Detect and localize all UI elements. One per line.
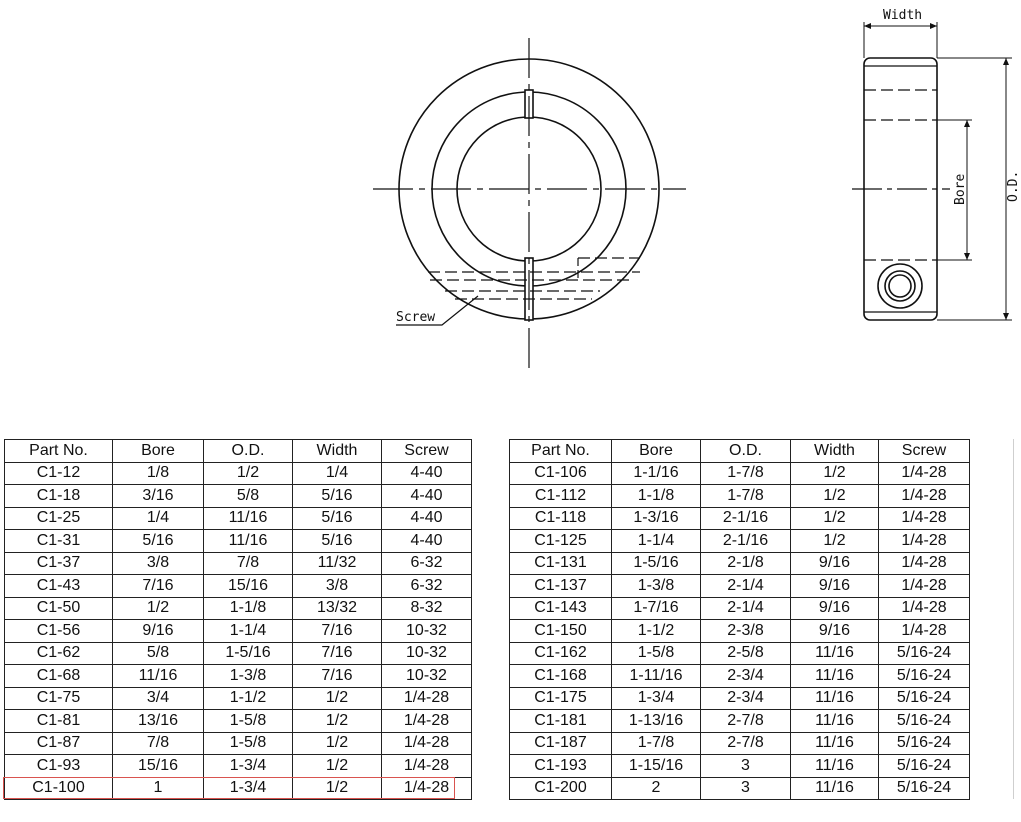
cell-od: 1-3/4 xyxy=(204,777,293,800)
table-row xyxy=(510,597,970,620)
cell-screw: 1/4-28 xyxy=(382,687,472,710)
cell-od: 2-1/4 xyxy=(701,597,791,620)
header-od: O.D. xyxy=(204,440,293,463)
cell-bore: 1-7/16 xyxy=(612,597,701,620)
cell-width: 7/16 xyxy=(293,642,382,665)
cell-od: 3 xyxy=(701,755,791,778)
table-row xyxy=(510,530,970,553)
header-screw: Screw xyxy=(879,440,970,463)
cell-screw: 1/4-28 xyxy=(879,575,970,598)
cell-od: 2-1/8 xyxy=(701,552,791,575)
cell-bore: 1-13/16 xyxy=(612,710,701,733)
cell-bore: 5/16 xyxy=(113,530,204,553)
table-row xyxy=(510,462,970,485)
cell-od: 11/16 xyxy=(204,530,293,553)
cell-bore: 2 xyxy=(612,777,701,800)
cell-part-no: C1-162 xyxy=(510,642,612,665)
cell-screw: 1/4-28 xyxy=(382,755,472,778)
cell-od: 2-7/8 xyxy=(701,732,791,755)
cell-od: 1-1/4 xyxy=(204,620,293,643)
cell-part-no: C1-137 xyxy=(510,575,612,598)
cell-part-no: C1-87 xyxy=(5,732,113,755)
cell-part-no: C1-118 xyxy=(510,507,612,530)
table-row xyxy=(510,575,970,598)
cell-part-no: C1-81 xyxy=(5,710,113,733)
cell-od: 1-3/8 xyxy=(204,665,293,688)
cell-screw: 1/4-28 xyxy=(382,732,472,755)
cell-width: 11/16 xyxy=(791,732,879,755)
parts-table-right xyxy=(509,439,970,800)
cell-width: 5/16 xyxy=(293,507,382,530)
cell-bore: 1-7/8 xyxy=(612,732,701,755)
header-screw: Screw xyxy=(382,440,472,463)
od-arrow-top xyxy=(1003,58,1009,65)
cell-width: 1/2 xyxy=(791,530,879,553)
cell-screw: 5/16-24 xyxy=(879,777,970,800)
table-row xyxy=(510,507,970,530)
header-part-no: Part No. xyxy=(5,440,113,463)
bore-label: Bore xyxy=(953,173,968,205)
table-row xyxy=(510,687,970,710)
cell-screw: 1/4-28 xyxy=(879,462,970,485)
table-row xyxy=(5,620,472,643)
cell-bore: 1 xyxy=(113,777,204,800)
cell-screw: 5/16-24 xyxy=(879,642,970,665)
cell-od: 5/8 xyxy=(204,485,293,508)
od-label: O.D. xyxy=(1006,170,1021,202)
table-header-row xyxy=(5,440,472,463)
cell-screw: 10-32 xyxy=(382,620,472,643)
cell-width: 11/16 xyxy=(791,710,879,733)
width-arrow-left xyxy=(864,23,871,29)
cell-screw: 8-32 xyxy=(382,597,472,620)
header-bore: Bore xyxy=(612,440,701,463)
cell-bore: 11/16 xyxy=(113,665,204,688)
cell-bore: 3/4 xyxy=(113,687,204,710)
cell-bore: 1-5/16 xyxy=(612,552,701,575)
cell-od: 1-5/8 xyxy=(204,710,293,733)
cell-od: 1-1/8 xyxy=(204,597,293,620)
cell-width: 1/4 xyxy=(293,462,382,485)
cell-bore: 9/16 xyxy=(113,620,204,643)
highlighted-row-outline xyxy=(3,777,455,799)
cell-width: 11/16 xyxy=(791,777,879,800)
cell-part-no: C1-143 xyxy=(510,597,612,620)
table-row xyxy=(5,755,472,778)
cell-bore: 1-11/16 xyxy=(612,665,701,688)
cell-bore: 3/16 xyxy=(113,485,204,508)
table-row xyxy=(5,687,472,710)
table-row xyxy=(5,485,472,508)
cell-od: 1-7/8 xyxy=(701,462,791,485)
cell-od: 2-1/4 xyxy=(701,575,791,598)
table-row xyxy=(510,755,970,778)
width-arrow-right xyxy=(930,23,937,29)
screw-label: Screw xyxy=(396,310,436,325)
cell-width: 11/16 xyxy=(791,755,879,778)
table-row xyxy=(510,710,970,733)
header-part-no: Part No. xyxy=(510,440,612,463)
cell-width: 7/16 xyxy=(293,665,382,688)
table-row xyxy=(5,732,472,755)
cell-width: 5/16 xyxy=(293,530,382,553)
cell-od: 2-1/16 xyxy=(701,530,791,553)
cell-part-no: C1-131 xyxy=(510,552,612,575)
cell-part-no: C1-56 xyxy=(5,620,113,643)
cell-od: 11/16 xyxy=(204,507,293,530)
cell-screw: 1/4-28 xyxy=(879,485,970,508)
partial-table-edge xyxy=(1013,439,1014,799)
cell-bore: 1-1/8 xyxy=(612,485,701,508)
cell-part-no: C1-112 xyxy=(510,485,612,508)
cell-width: 5/16 xyxy=(293,485,382,508)
header-width: Width xyxy=(791,440,879,463)
cell-width: 1/2 xyxy=(293,732,382,755)
cell-bore: 15/16 xyxy=(113,755,204,778)
cell-bore: 7/8 xyxy=(113,732,204,755)
cell-width: 1/2 xyxy=(791,485,879,508)
cell-part-no: C1-50 xyxy=(5,597,113,620)
cell-od: 1-5/16 xyxy=(204,642,293,665)
cell-od: 2-3/4 xyxy=(701,687,791,710)
cell-bore: 1-5/8 xyxy=(612,642,701,665)
cell-width: 13/32 xyxy=(293,597,382,620)
cell-screw: 1/4-28 xyxy=(879,552,970,575)
cell-od: 3 xyxy=(701,777,791,800)
cell-width: 1/2 xyxy=(791,462,879,485)
cell-od: 1-7/8 xyxy=(701,485,791,508)
side-view xyxy=(852,8,1021,320)
table-row xyxy=(510,732,970,755)
cell-part-no: C1-200 xyxy=(510,777,612,800)
cell-screw: 5/16-24 xyxy=(879,665,970,688)
cell-bore: 1-3/4 xyxy=(612,687,701,710)
cell-width: 11/16 xyxy=(791,687,879,710)
table-row xyxy=(5,597,472,620)
cell-od: 1-3/4 xyxy=(204,755,293,778)
cell-part-no: C1-37 xyxy=(5,552,113,575)
cell-od: 2-5/8 xyxy=(701,642,791,665)
cell-bore: 1-1/16 xyxy=(612,462,701,485)
cell-width: 9/16 xyxy=(791,597,879,620)
cell-part-no: C1-168 xyxy=(510,665,612,688)
cell-bore: 1-3/16 xyxy=(612,507,701,530)
cell-part-no: C1-12 xyxy=(5,462,113,485)
cell-bore: 1-1/2 xyxy=(612,620,701,643)
cell-od: 2-3/4 xyxy=(701,665,791,688)
table-row xyxy=(510,777,970,800)
cell-part-no: C1-193 xyxy=(510,755,612,778)
cell-part-no: C1-125 xyxy=(510,530,612,553)
table-row xyxy=(510,642,970,665)
header-od: O.D. xyxy=(701,440,791,463)
header-bore: Bore xyxy=(113,440,204,463)
table-row xyxy=(5,462,472,485)
cell-width: 11/16 xyxy=(791,665,879,688)
cell-bore: 1/8 xyxy=(113,462,204,485)
table-row xyxy=(510,665,970,688)
table-header-row xyxy=(510,440,970,463)
cell-screw: 1/4-28 xyxy=(879,507,970,530)
cell-od: 2-1/16 xyxy=(701,507,791,530)
cell-bore: 1-1/4 xyxy=(612,530,701,553)
cell-screw: 4-40 xyxy=(382,530,472,553)
cell-screw: 1/4-28 xyxy=(879,530,970,553)
cell-screw: 1/4-28 xyxy=(879,620,970,643)
cell-screw: 4-40 xyxy=(382,507,472,530)
od-arrow-bottom xyxy=(1003,313,1009,320)
width-label: Width xyxy=(883,8,923,23)
bore-arrow-bottom xyxy=(964,253,970,260)
cell-width: 9/16 xyxy=(791,552,879,575)
cell-width: 1/2 xyxy=(293,777,382,800)
cell-screw: 4-40 xyxy=(382,462,472,485)
cell-part-no: C1-150 xyxy=(510,620,612,643)
cell-od: 2-3/8 xyxy=(701,620,791,643)
cell-bore: 1/2 xyxy=(113,597,204,620)
cell-width: 9/16 xyxy=(791,575,879,598)
cell-screw: 1/4-28 xyxy=(382,777,472,800)
cell-part-no: C1-31 xyxy=(5,530,113,553)
cell-width: 11/16 xyxy=(791,642,879,665)
cell-part-no: C1-106 xyxy=(510,462,612,485)
cell-screw: 5/16-24 xyxy=(879,755,970,778)
cell-bore: 3/8 xyxy=(113,552,204,575)
cell-screw: 4-40 xyxy=(382,485,472,508)
cell-part-no: C1-62 xyxy=(5,642,113,665)
cell-bore: 7/16 xyxy=(113,575,204,598)
table-row xyxy=(5,665,472,688)
table-row xyxy=(510,552,970,575)
table-row xyxy=(5,552,472,575)
cell-width: 11/32 xyxy=(293,552,382,575)
cell-part-no: C1-93 xyxy=(5,755,113,778)
header-width: Width xyxy=(293,440,382,463)
cell-part-no: C1-175 xyxy=(510,687,612,710)
cell-part-no: C1-75 xyxy=(5,687,113,710)
bore-arrow-top xyxy=(964,120,970,127)
table-row xyxy=(510,620,970,643)
cell-part-no: C1-25 xyxy=(5,507,113,530)
cell-screw: 6-32 xyxy=(382,575,472,598)
cell-screw: 10-32 xyxy=(382,665,472,688)
table-row xyxy=(5,710,472,733)
table-row xyxy=(5,575,472,598)
cell-part-no: C1-181 xyxy=(510,710,612,733)
cell-part-no: C1-43 xyxy=(5,575,113,598)
screw-circle-core xyxy=(889,275,911,297)
cell-part-no: C1-18 xyxy=(5,485,113,508)
cell-screw: 1/4-28 xyxy=(382,710,472,733)
cell-bore: 1-3/8 xyxy=(612,575,701,598)
cell-width: 9/16 xyxy=(791,620,879,643)
cell-width: 1/2 xyxy=(293,687,382,710)
table-row xyxy=(5,642,472,665)
cell-part-no: C1-187 xyxy=(510,732,612,755)
cell-od: 2-7/8 xyxy=(701,710,791,733)
cell-od: 7/8 xyxy=(204,552,293,575)
cell-screw: 1/4-28 xyxy=(879,597,970,620)
cell-screw: 5/16-24 xyxy=(879,732,970,755)
cell-od: 1-1/2 xyxy=(204,687,293,710)
cell-part-no: C1-100 xyxy=(5,777,113,800)
table-row xyxy=(510,485,970,508)
cell-bore: 5/8 xyxy=(113,642,204,665)
cell-bore: 1/4 xyxy=(113,507,204,530)
cell-width: 7/16 xyxy=(293,620,382,643)
cell-width: 1/2 xyxy=(293,710,382,733)
cell-screw: 6-32 xyxy=(382,552,472,575)
cell-width: 1/2 xyxy=(293,755,382,778)
cell-width: 3/8 xyxy=(293,575,382,598)
cell-od: 1/2 xyxy=(204,462,293,485)
cell-od: 1-5/8 xyxy=(204,732,293,755)
table-row xyxy=(5,530,472,553)
table-row xyxy=(5,507,472,530)
cell-screw: 10-32 xyxy=(382,642,472,665)
cell-screw: 5/16-24 xyxy=(879,710,970,733)
parts-table-left xyxy=(4,439,472,800)
front-view xyxy=(373,38,686,370)
cell-bore: 13/16 xyxy=(113,710,204,733)
cell-part-no: C1-68 xyxy=(5,665,113,688)
cell-bore: 1-15/16 xyxy=(612,755,701,778)
cell-width: 1/2 xyxy=(791,507,879,530)
cell-od: 15/16 xyxy=(204,575,293,598)
cell-screw: 5/16-24 xyxy=(879,687,970,710)
